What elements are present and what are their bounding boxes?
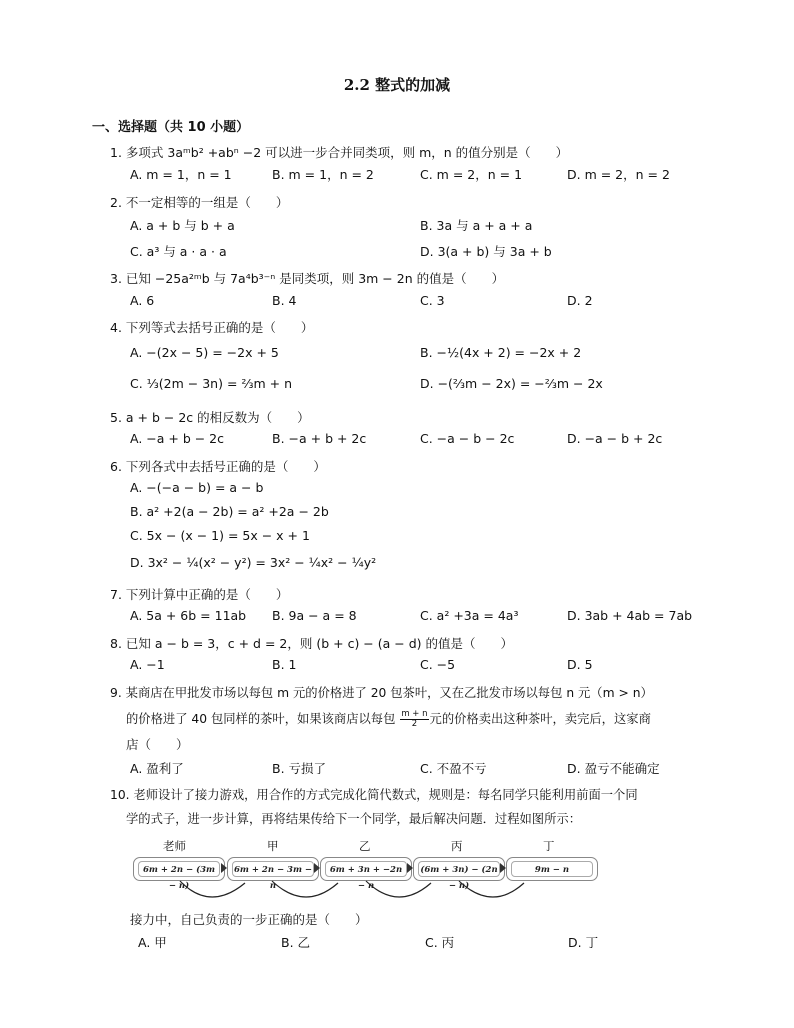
relay-curve-2: [272, 881, 338, 897]
question-4-option-b[interactable]: B. −½(4x + 2) = −2x + 2: [420, 345, 582, 360]
question-3-option-c[interactable]: C. 3: [420, 293, 445, 308]
question-2-option-b[interactable]: B. 3a 与 a + a + a: [420, 218, 533, 233]
question-5-option-b[interactable]: B. −a + b + 2c: [272, 431, 367, 446]
section-heading: 一、选择题（共 10 小题）: [92, 120, 250, 135]
question-10-line-1: 10. 老师设计了接力游戏，用合作的方式完成化简代数式，规则是：每名同学只能利用前面一个同: [110, 788, 638, 802]
question-6-option-d[interactable]: D. 3x² − ¼(x² − y²) = 3x² − ¼x² − ¼y²: [130, 555, 377, 570]
question-7-option-b[interactable]: B. 9a − a = 8: [272, 608, 357, 623]
question-10-option-d[interactable]: D. 丁: [568, 935, 599, 950]
question-10-option-a[interactable]: A. 甲: [138, 935, 167, 950]
question-4-stem: 4. 下列等式去括号正确的是（ ）: [110, 320, 314, 335]
question-7-option-c[interactable]: C. a² +3a = 4a³: [420, 608, 519, 623]
relay-curve-1: [180, 881, 245, 897]
question-1-option-b[interactable]: B. m = 1，n = 2: [272, 167, 374, 182]
question-9-option-b[interactable]: B. 亏损了: [272, 761, 327, 776]
question-6-option-c[interactable]: C. 5x − (x − 1) = 5x − x + 1: [130, 528, 310, 543]
question-2-option-a[interactable]: A. a + b 与 b + a: [130, 218, 235, 233]
relay-box-ding: 9m − n: [506, 857, 598, 881]
relay-name-teacher: 老师: [163, 839, 186, 853]
question-10-option-c[interactable]: C. 丙: [425, 935, 455, 950]
question-9-line-1: 9. 某商店在甲批发市场以每包 m 元的价格进了 20 包茶叶，又在乙批发市场以每包 n 元（m > n）: [110, 686, 653, 700]
question-6-option-b[interactable]: B. a² +2(a − 2b) = a² +2a − 2b: [130, 504, 329, 519]
question-10-stem: 接力中，自己负责的一步正确的是（ ）: [130, 912, 368, 927]
question-7-option-d[interactable]: D. 3ab + 4ab = 7ab: [567, 608, 693, 623]
question-1-option-c[interactable]: C. m = 2，n = 1: [420, 167, 523, 182]
relay-name-yi: 乙: [359, 839, 371, 853]
price-fraction: $\frac{m + n}{2}$: [401, 709, 428, 729]
question-8-option-d[interactable]: D. 5: [567, 657, 593, 672]
question-5-option-a[interactable]: A. −a + b − 2c: [130, 431, 225, 446]
question-6-stem: 6. 下列各式中去括号正确的是（ ）: [110, 459, 326, 474]
question-6-option-a[interactable]: A. −(−a − b) = a − b: [130, 480, 264, 495]
relay-box-teacher: 6m + 2n − (3m − n): [133, 857, 225, 881]
question-3-option-a[interactable]: A. 6: [130, 293, 155, 308]
question-1-stem: 1. 多项式 3aᵐb² +abⁿ −2 可以进一步合并同类项，则 m，n 的值分别是（ ）: [110, 145, 569, 160]
relay-name-bing: 丙: [451, 839, 463, 853]
page-title: 2.2 整式的加减: [343, 76, 451, 94]
question-2-option-d[interactable]: D. 3(a + b) 与 3a + b: [420, 244, 552, 259]
question-7-option-a[interactable]: A. 5a + 6b = 11ab: [130, 608, 247, 623]
question-9-line-2-start: 的价格进了 40 包同样的茶叶，如果该商店以每包: [126, 712, 400, 726]
question-9-line-2-end: 元的价格卖出这种茶叶，卖完后，这家商: [429, 712, 651, 726]
question-5-option-c[interactable]: C. −a − b − 2c: [420, 431, 515, 446]
question-3-option-b[interactable]: B. 4: [272, 293, 297, 308]
question-3-option-d[interactable]: D. 2: [567, 293, 593, 308]
question-8-stem: 8. 已知 a − b = 3，c + d = 2，则 (b + c) − (a − d) 的值是（ ）: [110, 636, 513, 651]
question-2-stem: 2. 不一定相等的一组是（ ）: [110, 195, 289, 210]
question-4-option-d[interactable]: D. −(⅔m − 2x) = −⅔m − 2x: [420, 376, 603, 391]
question-8-option-a[interactable]: A. −1: [130, 657, 165, 672]
question-9-option-d[interactable]: D. 盈亏不能确定: [567, 761, 660, 776]
question-7-stem: 7. 下列计算中正确的是（ ）: [110, 587, 289, 602]
question-10-option-b[interactable]: B. 乙: [281, 935, 311, 950]
question-1-option-a[interactable]: A. m = 1，n = 1: [130, 167, 232, 182]
relay-name-jia: 甲: [267, 839, 279, 853]
relay-box-jia: 6m + 2n − 3m − n: [227, 857, 319, 881]
question-4-option-c[interactable]: C. ⅓(2m − 3n) = ⅔m + n: [130, 376, 293, 391]
question-5-stem: 5. a + b − 2c 的相反数为（ ）: [110, 410, 310, 425]
relay-box-bing: (6m + 3n) − (2n − n): [413, 857, 505, 881]
question-9-line-3: 店（ ）: [126, 737, 189, 752]
relay-box-yi: 6m + 3n + −2n − n: [320, 857, 412, 881]
question-3-stem: 3. 已知 −25a²ᵐb 与 7a⁴b³⁻ⁿ 是同类项，则 3m − 2n 的值是（ ）: [110, 271, 505, 286]
question-5-option-d[interactable]: D. −a − b + 2c: [567, 431, 663, 446]
question-9-option-c[interactable]: C. 不盈不亏: [420, 761, 487, 776]
relay-name-ding: 丁: [543, 839, 555, 853]
question-8-option-c[interactable]: C. −5: [420, 657, 456, 672]
question-4-option-a[interactable]: A. −(2x − 5) = −2x + 5: [130, 345, 279, 360]
question-8-option-b[interactable]: B. 1: [272, 657, 297, 672]
relay-curve-4: [459, 881, 524, 897]
question-2-option-c[interactable]: C. a³ 与 a · a · a: [130, 244, 227, 259]
question-10-line-2: 学的式子，进一步计算，再将结果传给下一个同学，最后解决问题．过程如图所示：: [126, 812, 581, 826]
relay-curve-3: [366, 881, 431, 897]
question-9-option-a[interactable]: A. 盈利了: [130, 761, 184, 776]
question-1-option-d[interactable]: D. m = 2，n = 2: [567, 167, 670, 182]
